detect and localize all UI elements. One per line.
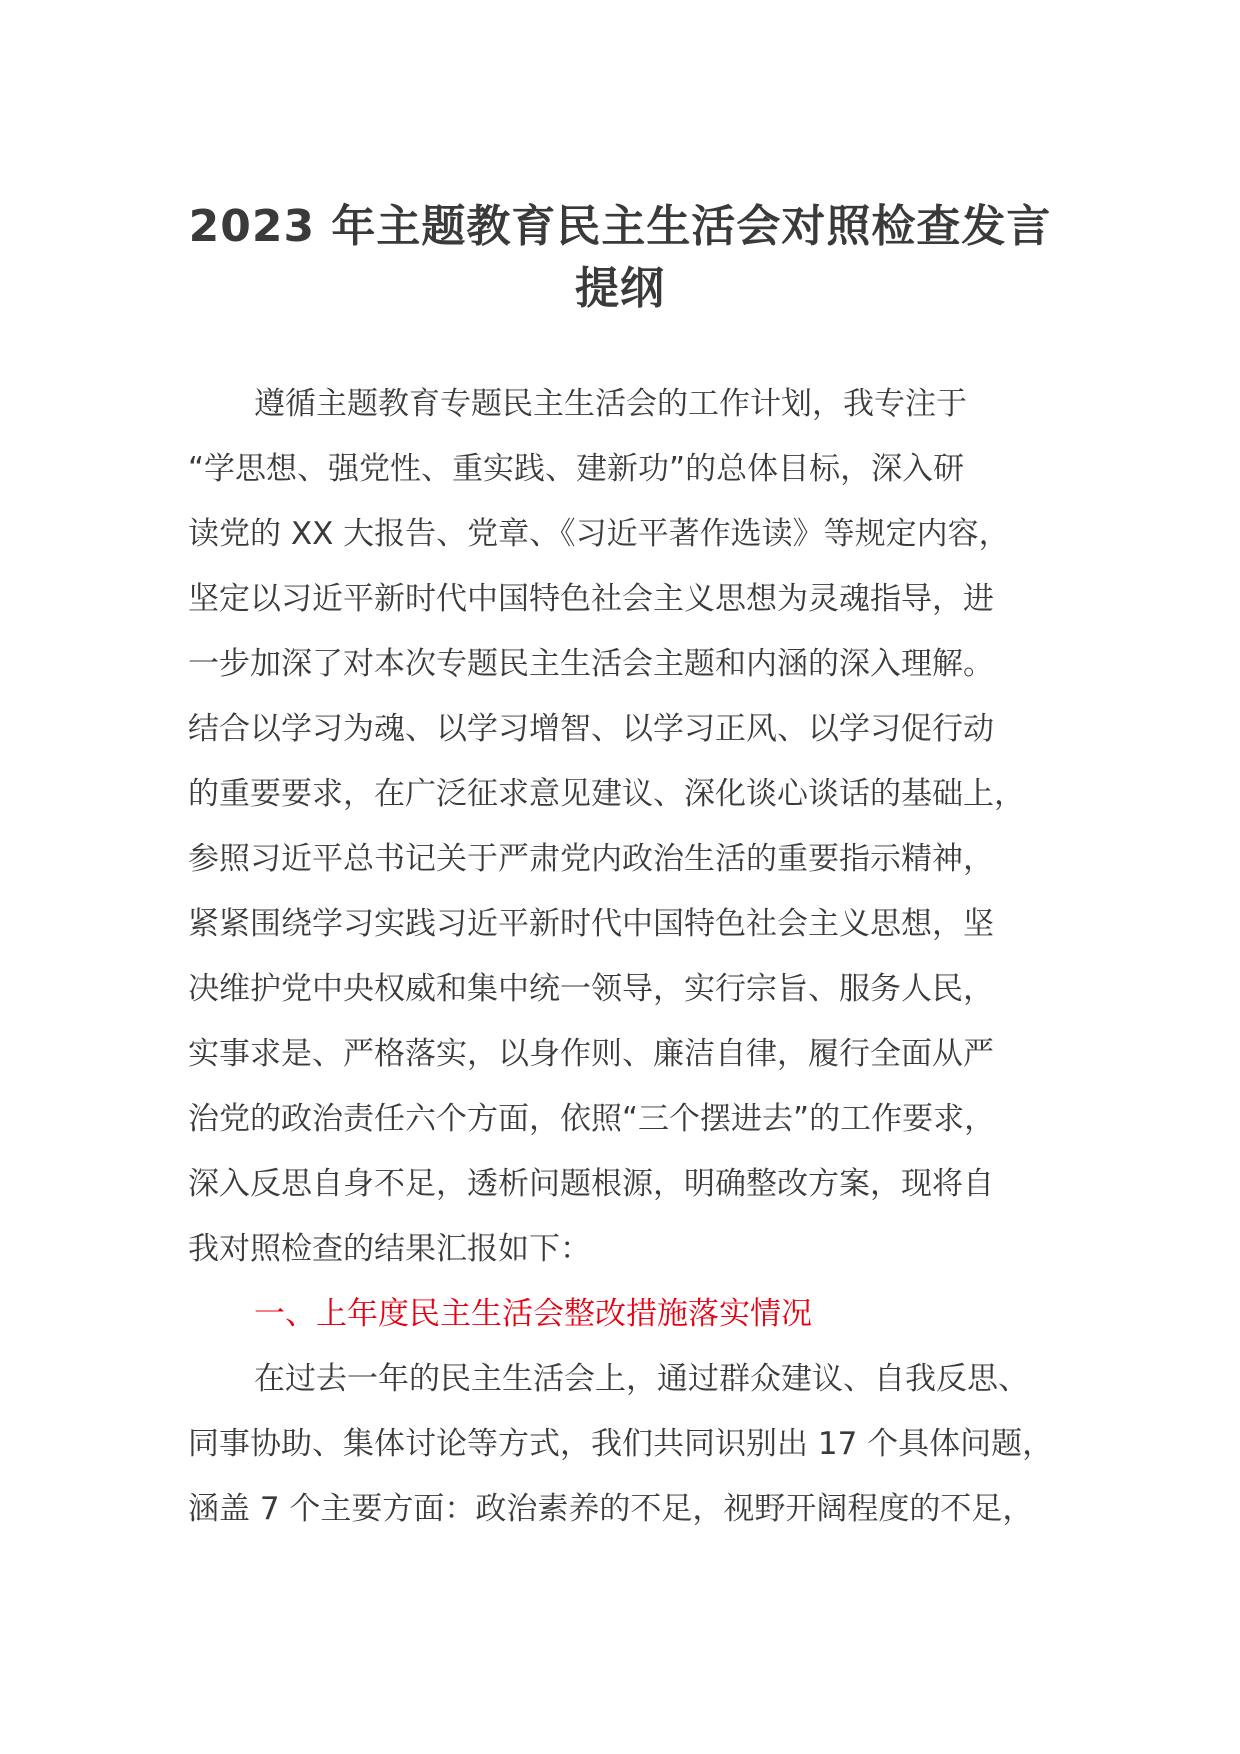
document-body	[188, 372, 1088, 1542]
paragraph-2-line: 涵盖 7 个主要方面：政治素养的不足，视野开阔程度的不足，	[188, 1491, 1034, 1527]
document-title	[150, 196, 1090, 320]
paragraph-1-line: 紧紧围绕学习实践习近平新时代中国特色社会主义思想，坚	[188, 906, 994, 942]
paragraph-1-line: 实事求是、严格落实，以身作则、廉洁自律，履行全面从严	[188, 1036, 994, 1072]
paragraph-1-line: 决维护党中央权威和集中统一领导，实行宗旨、服务人民，	[188, 971, 994, 1007]
paragraph-1-line: 遵循主题教育专题民主生活会的工作计划，我专注于	[254, 386, 967, 422]
paragraph-2-line: 在过去一年的民主生活会上，通过群众建议、自我反思、	[254, 1361, 1029, 1397]
paragraph-1-line: 坚定以习近平新时代中国特色社会主义思想为灵魂指导，进	[188, 581, 994, 617]
paragraph-1-line: 的重要要求，在广泛征求意见建议、深化谈心谈话的基础上，	[188, 776, 1025, 812]
paragraph-1-line: 深入反思自身不足，透析问题根源，明确整改方案，现将自	[188, 1166, 994, 1202]
title-line-1: 2023 年主题教育民主生活会对照检查发言	[188, 201, 1052, 252]
paragraph-1-line: 参照习近平总书记关于严肃党内政治生活的重要指示精神，	[188, 841, 994, 877]
paragraph-1-line: 治党的政治责任六个方面，依照“三个摆进去”的工作要求，	[188, 1101, 996, 1137]
paragraph-1-line: 读党的 XX 大报告、党章、《习近平著作选读》等规定内容，	[188, 516, 1010, 552]
title-line-2: 提纲	[575, 263, 665, 314]
section-1-heading: 一、上年度民主生活会整改措施落实情况	[254, 1296, 812, 1332]
paragraph-1-line: “学思想、强党性、重实践、建新功”的总体目标，深入研	[188, 451, 965, 487]
paragraph-1-line: 结合以学习为魂、以学习增智、以学习正风、以学习促行动	[188, 711, 994, 747]
paragraph-2-line: 同事协助、集体讨论等方式，我们共同识别出 17 个具体问题，	[188, 1426, 1054, 1462]
paragraph-1-line: 一步加深了对本次专题民主生活会主题和内涵的深入理解。	[188, 646, 994, 682]
paragraph-1-line: 我对照检查的结果汇报如下：	[188, 1231, 591, 1267]
